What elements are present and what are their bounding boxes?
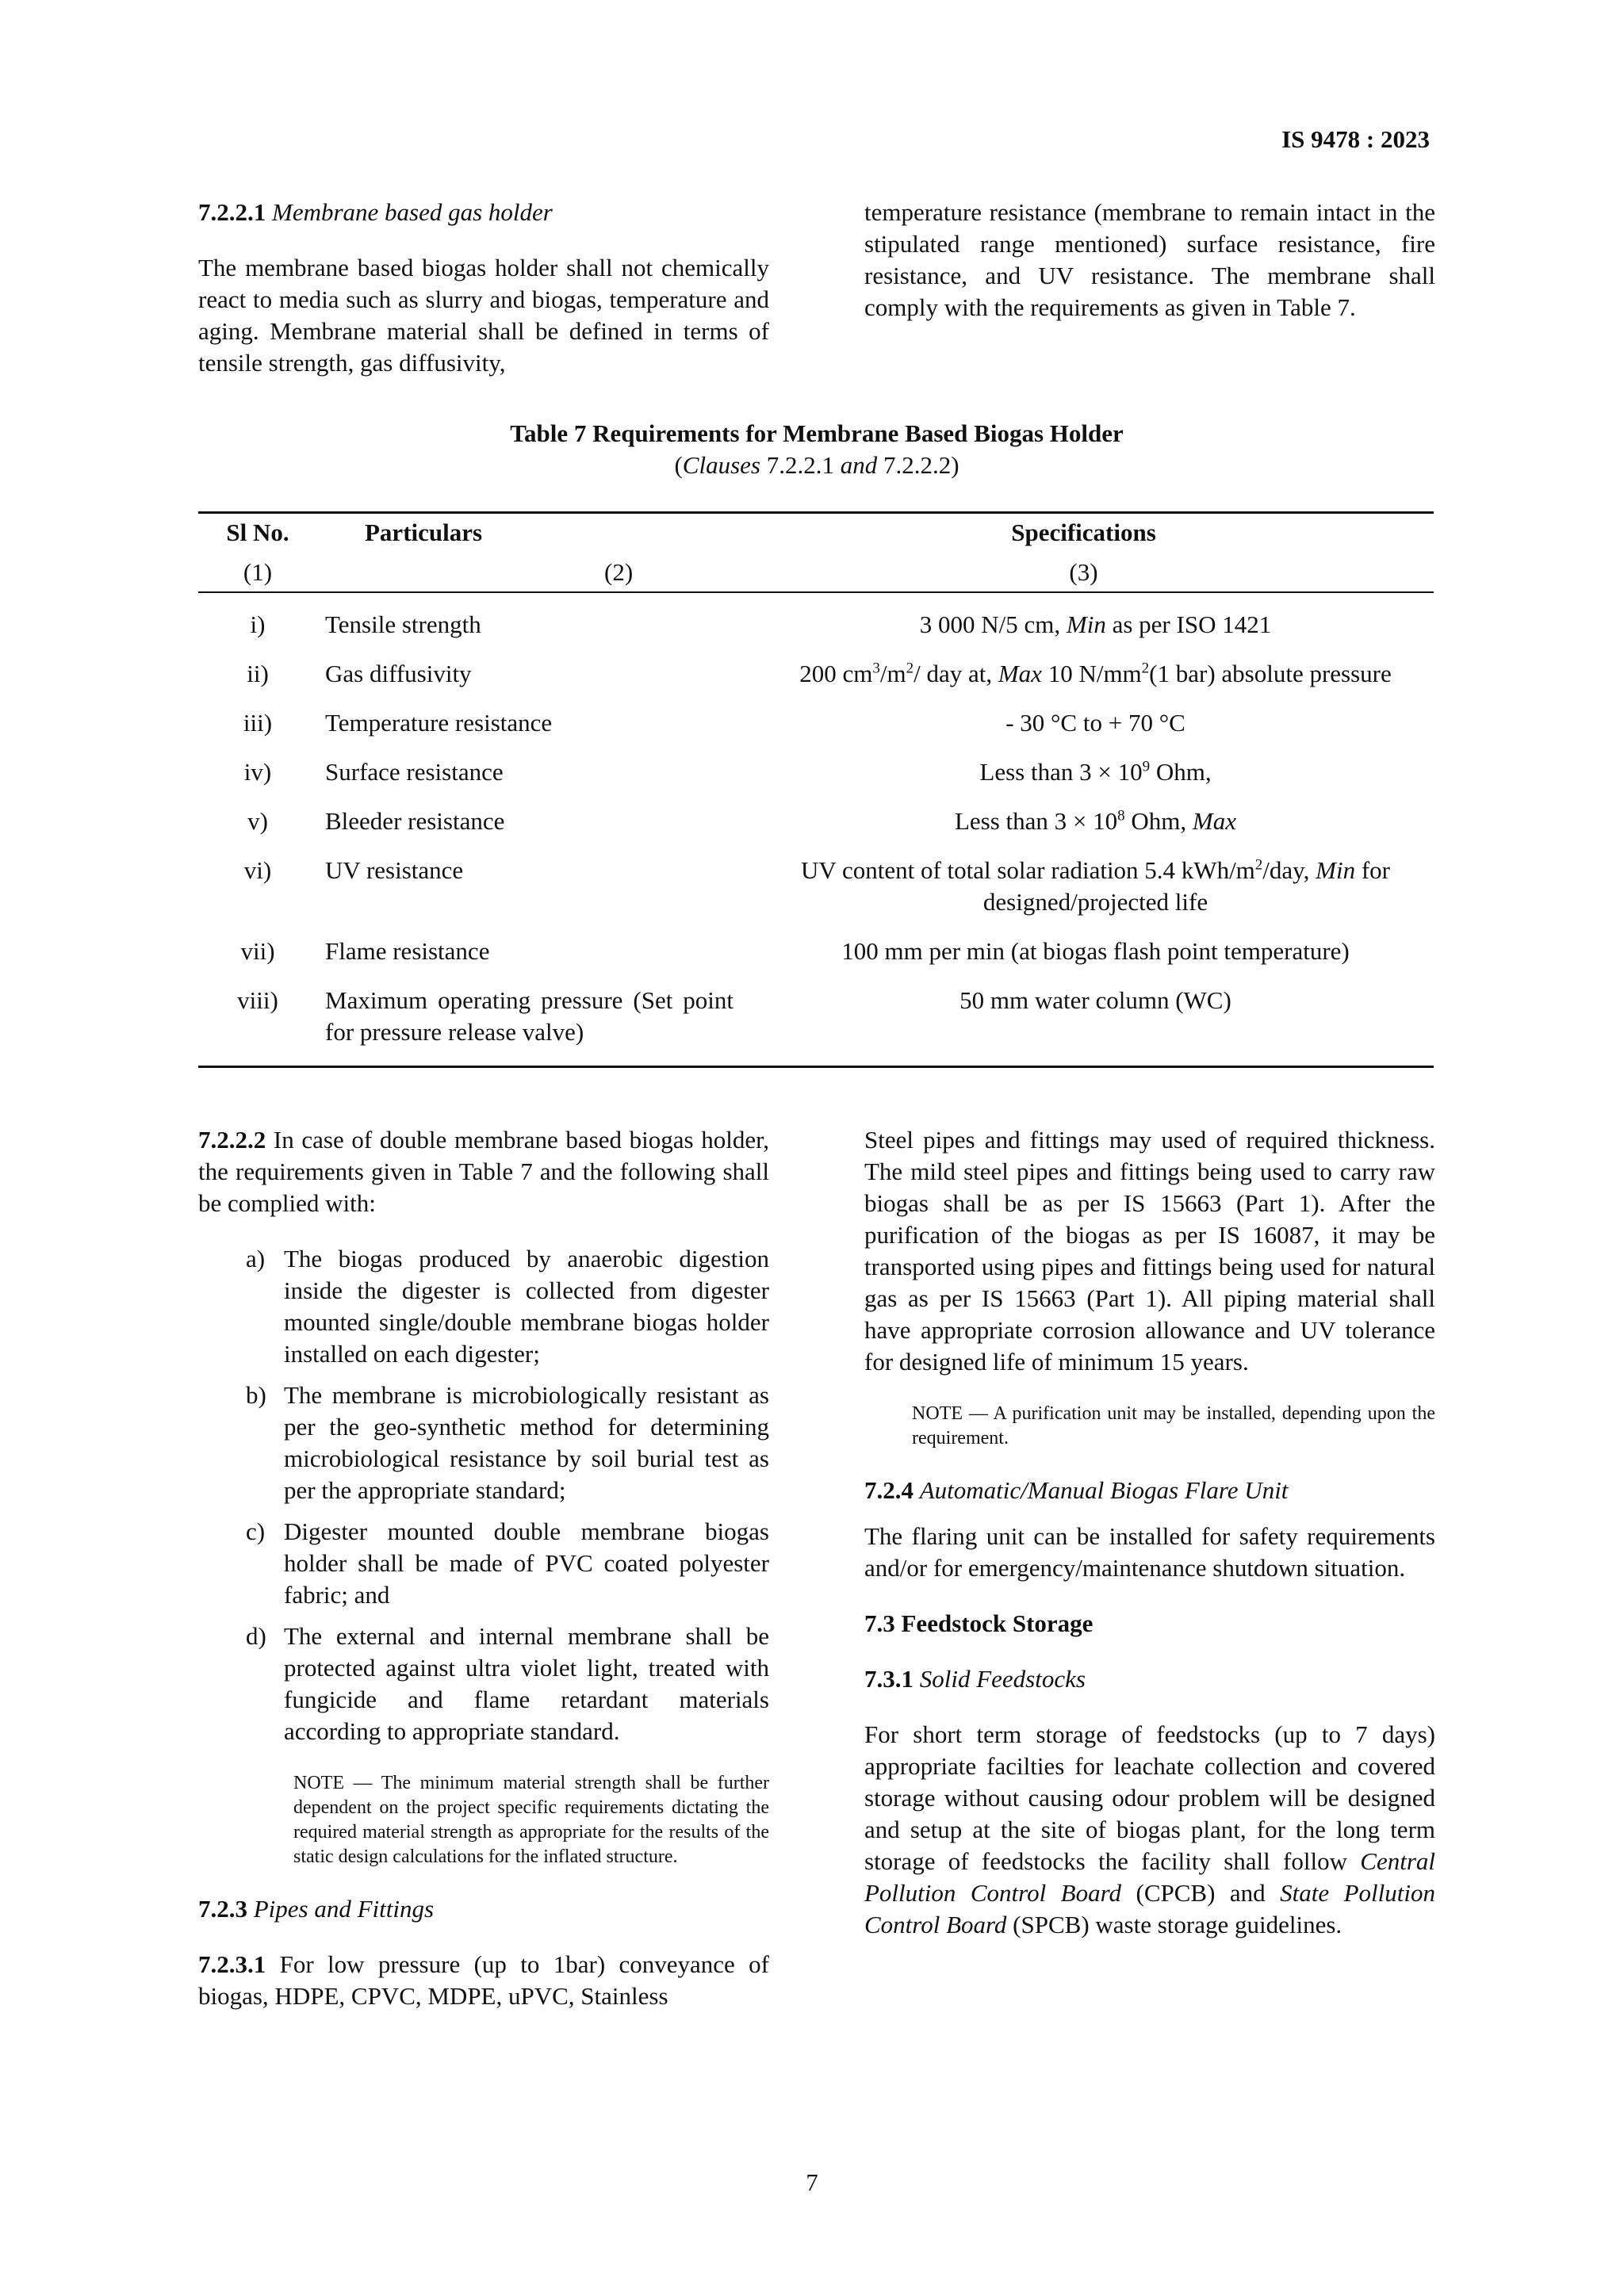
paragraph: For short term storage of feedstocks (up to 7 days) appropriate facilties for leachate collection and covered storage without causing odour problem will be designed and setup at the site of biogas plant, for the long term storage of feedstocks the facility shall follow Central Pollution Control Board (CPCB) and State Pollution Control Board (SPCB) waste storage guidelines. bbox=[864, 1720, 1435, 1938]
col-num: (2) bbox=[317, 557, 733, 592]
table-title: Table 7 Requirements for Membrane Based Biogas Holder bbox=[510, 419, 1124, 447]
section-heading-7-2-3: 7.2.3 Pipes and Fittings bbox=[198, 1895, 435, 1923]
section-heading-7-3: 7.3 Feedstock Storage bbox=[864, 1609, 1094, 1637]
note: NOTE — A purification unit may be installed, depending upon the requirement. bbox=[912, 1403, 1435, 1448]
section-7-2-2-2: 7.2.2.2 In case of double membrane based biogas holder, the requirements given in Table 7 and the following shall be complied with: bbox=[198, 1126, 769, 1217]
requirements-table bbox=[198, 511, 1434, 1068]
header-particulars: Particulars bbox=[317, 513, 733, 557]
table-row: iv) Surface resistance Less than $3 \times 10^9$ Ohm, bbox=[243, 758, 1212, 786]
note: NOTE — The minimum material strength shall be further dependent on the project specific requirements dictating the required material strength as appropriate for the results of the static design calculations for the inflated structure. bbox=[293, 1773, 769, 1867]
standard-number: IS 9478 : 2023 bbox=[1281, 125, 1430, 153]
header-sl-no: Sl No. bbox=[198, 513, 317, 557]
section-heading-7-2-2-1 bbox=[198, 197, 769, 228]
requirement-list bbox=[198, 1243, 769, 1747]
section-heading-7-3-1: 7.3.1 Solid Feedstocks bbox=[864, 1665, 1086, 1693]
section-7-2-3-1: 7.2.3.1 For low pressure (up to 1bar) conveyance of biogas, HDPE, CPVC, MDPE, uPVC, Stainless bbox=[198, 1950, 769, 2010]
col-num: (3) bbox=[733, 557, 1434, 592]
top-right-column bbox=[864, 197, 1435, 323]
list-item: b) The membrane is microbiologically resistant as per the geo-synthetic method for determining microbiological resistance by soil burial test as per the appropriate standard; bbox=[246, 1381, 769, 1504]
table-caption bbox=[198, 418, 1435, 481]
table-row: iii) Temperature resistance - 30 °C to + 70 °C bbox=[243, 709, 1185, 737]
paragraph: The flaring unit can be installed for safety requirements and/or for emergency/maintenance shutdown situation. bbox=[864, 1522, 1435, 1582]
table-row: viii) Maximum operating pressure (Set point for pressure release valve) 50 mm water column (WC) bbox=[198, 976, 1434, 1067]
list-item: c) Digester mounted double membrane biogas holder shall be made of PVC coated polyester fabric; and bbox=[246, 1517, 769, 1609]
bottom-right-column bbox=[864, 1124, 1435, 1941]
top-left-column bbox=[198, 197, 769, 379]
table-row: v) Bleeder resistance Less than $3 \times 10^8$ Ohm, Max bbox=[247, 807, 1237, 835]
page-number: 7 bbox=[806, 2168, 818, 2196]
table-row: vii) Flame resistance 100 mm per min (at biogas flash point temperature) bbox=[240, 937, 1350, 965]
table-row: vi) UV resistance UV content of total solar radiation 5.4 kWh/$m^2$/day, Min for designed/projected life bbox=[243, 856, 1390, 916]
bottom-left-column bbox=[198, 1124, 769, 2012]
col-num: (1) bbox=[198, 557, 317, 592]
paragraph: The membrane based biogas holder shall not chemically react to media such as slurry and biogas, temperature and aging. Membrane material shall be defined in terms of tensile strength, gas diffusivity, bbox=[198, 254, 769, 377]
table-row: i) Tensile strength 3 000 N/5 cm, Min as per ISO 1421 bbox=[250, 610, 1272, 638]
paragraph: Steel pipes and fittings may used of required thickness. The mild steel pipes and fittings being used to carry raw biogas shall be as per IS 15663 (Part 1). After the purification of the biogas as per IS 16087, it may be transported using pipes and fittings being used for natural gas as per IS 15663 (Part 1). All piping material shall have appropriate corrosion allowance and UV tolerance for designed life of minimum 15 years. bbox=[864, 1126, 1435, 1376]
table-row: ii) Gas diffusivity 200 $cm^3/m^2/$ day at, Max 10 $N/mm^2(1$ bar) absolute pressure bbox=[247, 660, 1392, 687]
section-number: 7.2.2.1 bbox=[198, 198, 266, 226]
section-title: Membrane based gas holder bbox=[272, 198, 553, 226]
paragraph: temperature resistance (membrane to remain intact in the stipulated range mentioned) surface resistance, fire resistance, and UV resistance. The membrane shall comply with the requirements as given in Table 7. bbox=[864, 198, 1435, 321]
table-clauses: (Clauses 7.2.2.1 and 7.2.2.2) bbox=[674, 451, 959, 479]
header-specifications: Specifications bbox=[733, 513, 1434, 557]
list-item: d) The external and internal membrane shall be protected against ultra violet light, treated with fungicide and flame retardant materials according to appropriate standard. bbox=[246, 1622, 769, 1745]
list-item: a) The biogas produced by anaerobic digestion inside the digester is collected from digester mounted single/double membrane biogas holder installed on each digester; bbox=[246, 1245, 769, 1368]
section-heading-7-2-4: 7.2.4 Automatic/Manual Biogas Flare Unit bbox=[864, 1476, 1289, 1504]
